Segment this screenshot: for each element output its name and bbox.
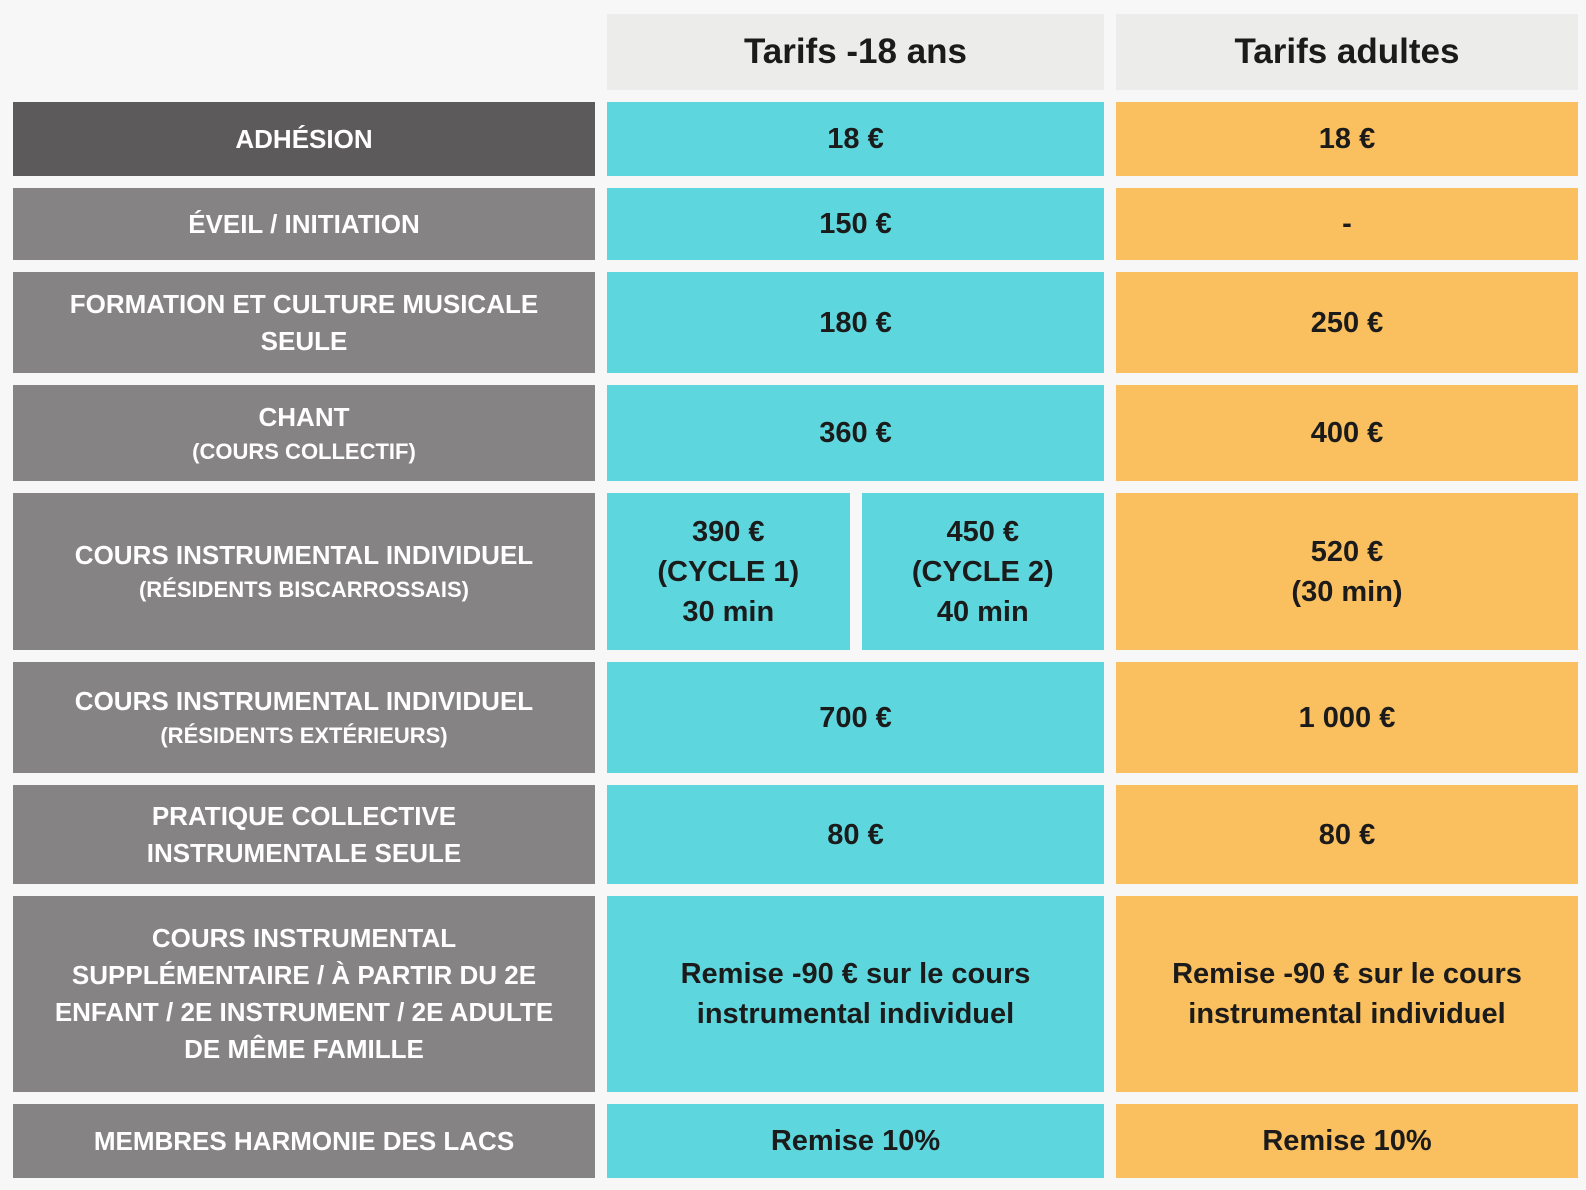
row-label-sub: (RÉSIDENTS BISCARROSSAIS) [138,577,470,602]
row-label-line: COURS INSTRUMENTAL [151,923,457,953]
price-line: (CYCLE 2) [911,555,1054,588]
price-minors-cours-supplementaire [607,896,1104,1092]
price-adults-instrumental-exterieurs: 1 000 € [1116,662,1578,773]
price-adults-instrumental-residents [1116,493,1578,650]
price-line: (30 min) [1291,575,1403,608]
header-adults: Tarifs adultes [1116,14,1578,90]
row-label-adhesion: ADHÉSION [13,102,595,176]
price-minors-instrumental-residents [607,493,1104,650]
row-label-chant [13,385,595,481]
row-label-sub: (COURS COLLECTIF) [192,438,416,464]
price-adults-formation: 250 € [1116,272,1578,373]
price-minors-eveil: 150 € [607,188,1104,260]
row-label-formation [13,272,595,373]
price-adults-eveil: - [1116,188,1578,260]
price-adults-cours-supplementaire [1116,896,1578,1092]
price-minors-cycle-1 [607,493,850,650]
header-blank-cell [13,14,595,90]
row-label-main: COURS INSTRUMENTAL INDIVIDUEL [74,686,534,716]
row-label-cours-supplementaire [13,896,595,1092]
row-label-line: SEULE [260,325,348,356]
row-label-instrumental-exterieurs [13,662,595,773]
price-line: 520 € [1310,535,1384,568]
price-adults-chant: 400 € [1116,385,1578,481]
row-label-main: CHANT [258,401,350,432]
row-label-line: SUPPLÉMENTAIRE / À PARTIR DU 2E [71,960,537,990]
price-adults-adhesion: 18 € [1116,102,1578,176]
pricing-table [13,14,1573,1178]
price-minors-instrumental-exterieurs: 700 € [607,662,1104,773]
row-label-membres-harmonie: MEMBRES HARMONIE DES LACS [13,1104,595,1178]
price-line: 450 € [946,515,1020,548]
price-minors-adhesion: 18 € [607,102,1104,176]
price-line: Remise -90 € sur le cours [1172,958,1522,990]
price-line: 30 min [682,595,775,628]
price-minors-cycle-2 [862,493,1105,650]
price-line: 390 € [691,515,765,548]
row-label-main: COURS INSTRUMENTAL INDIVIDUEL [74,540,534,570]
price-line: (CYCLE 1) [657,555,800,588]
header-minors: Tarifs -18 ans [607,14,1104,90]
price-adults-membres-harmonie: Remise 10% [1116,1104,1578,1178]
row-label-line: INSTRUMENTALE SEULE [146,837,462,868]
price-line: instrumental individuel [696,998,1015,1030]
row-label-sub: (RÉSIDENTS EXTÉRIEURS) [160,723,448,748]
price-minors-chant: 360 € [607,385,1104,481]
price-line: 40 min [936,595,1029,628]
row-label-instrumental-residents [13,493,595,650]
row-label-line: FORMATION ET CULTURE MUSICALE [69,288,539,319]
row-label-line: PRATIQUE COLLECTIVE [151,800,457,831]
price-adults-pratique-collective: 80 € [1116,785,1578,884]
row-label-eveil: ÉVEIL / INITIATION [13,188,595,260]
price-line: instrumental individuel [1188,998,1506,1030]
row-label-line: DE MÊME FAMILLE [184,1034,424,1064]
row-label-pratique-collective [13,785,595,884]
price-line: Remise -90 € sur le cours [680,958,1031,990]
row-label-line: ENFANT / 2E INSTRUMENT / 2E ADULTE [54,997,554,1027]
price-minors-formation: 180 € [607,272,1104,373]
price-minors-membres-harmonie: Remise 10% [607,1104,1104,1178]
price-minors-pratique-collective: 80 € [607,785,1104,884]
